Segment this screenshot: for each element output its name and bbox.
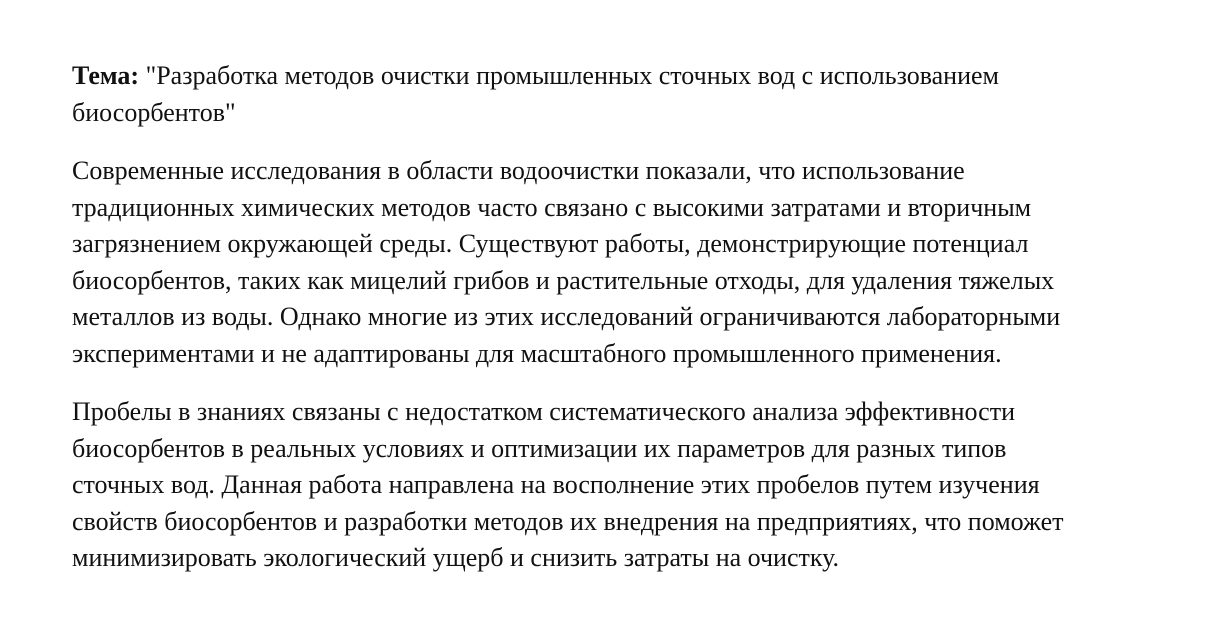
paragraph-line: минимизировать экологический ущерб и снизить затраты на очистку. <box>72 543 840 572</box>
topic-title-part-1: "Разработка методов очистки промышленных сточных вод с использованием <box>139 61 999 90</box>
paragraph-line: Пробелы в знаниях связаны с недостатком систематического анализа эффективности <box>72 397 1015 426</box>
topic-line-1 <box>72 58 1162 95</box>
paragraph-line: биосорбентов, таких как мицелий грибов и растительные отходы, для удаления тяжелых <box>72 265 1055 295</box>
paragraph-2 <box>72 394 1162 577</box>
paragraph-line: традиционных химических методов часто связано с высокими затратами и вторичным <box>72 192 1032 222</box>
paragraph-1 <box>72 153 1162 372</box>
paragraph-line: экспериментами и не адаптированы для масштабного промышленного применения. <box>72 338 1002 368</box>
topic-heading <box>72 58 1162 131</box>
topic-label: Тема: <box>72 61 140 90</box>
paragraph-line: загрязнением окружающей среды. Существуют работы, демонстрирующие потенциал <box>72 229 1029 258</box>
paragraph-line: сточных вод. Данная работа направлена на восполнение этих пробелов путем изучения <box>72 470 1040 499</box>
topic-title-part-2: биосорбентов" <box>72 97 236 127</box>
paragraph-line: металлов из воды. Однако многие из этих исследований ограничиваются лабораторными <box>72 302 1061 331</box>
paragraph-line: Современные исследования в области водоочистки показали, что использование <box>72 156 965 185</box>
paragraph-line: свойств биосорбентов и разработки методов их внедрения на предприятиях, что поможет <box>72 506 1064 536</box>
paragraph-line: биосорбентов в реальных условиях и оптимизации их параметров для разных типов <box>72 433 1007 463</box>
document-page <box>72 58 1162 599</box>
